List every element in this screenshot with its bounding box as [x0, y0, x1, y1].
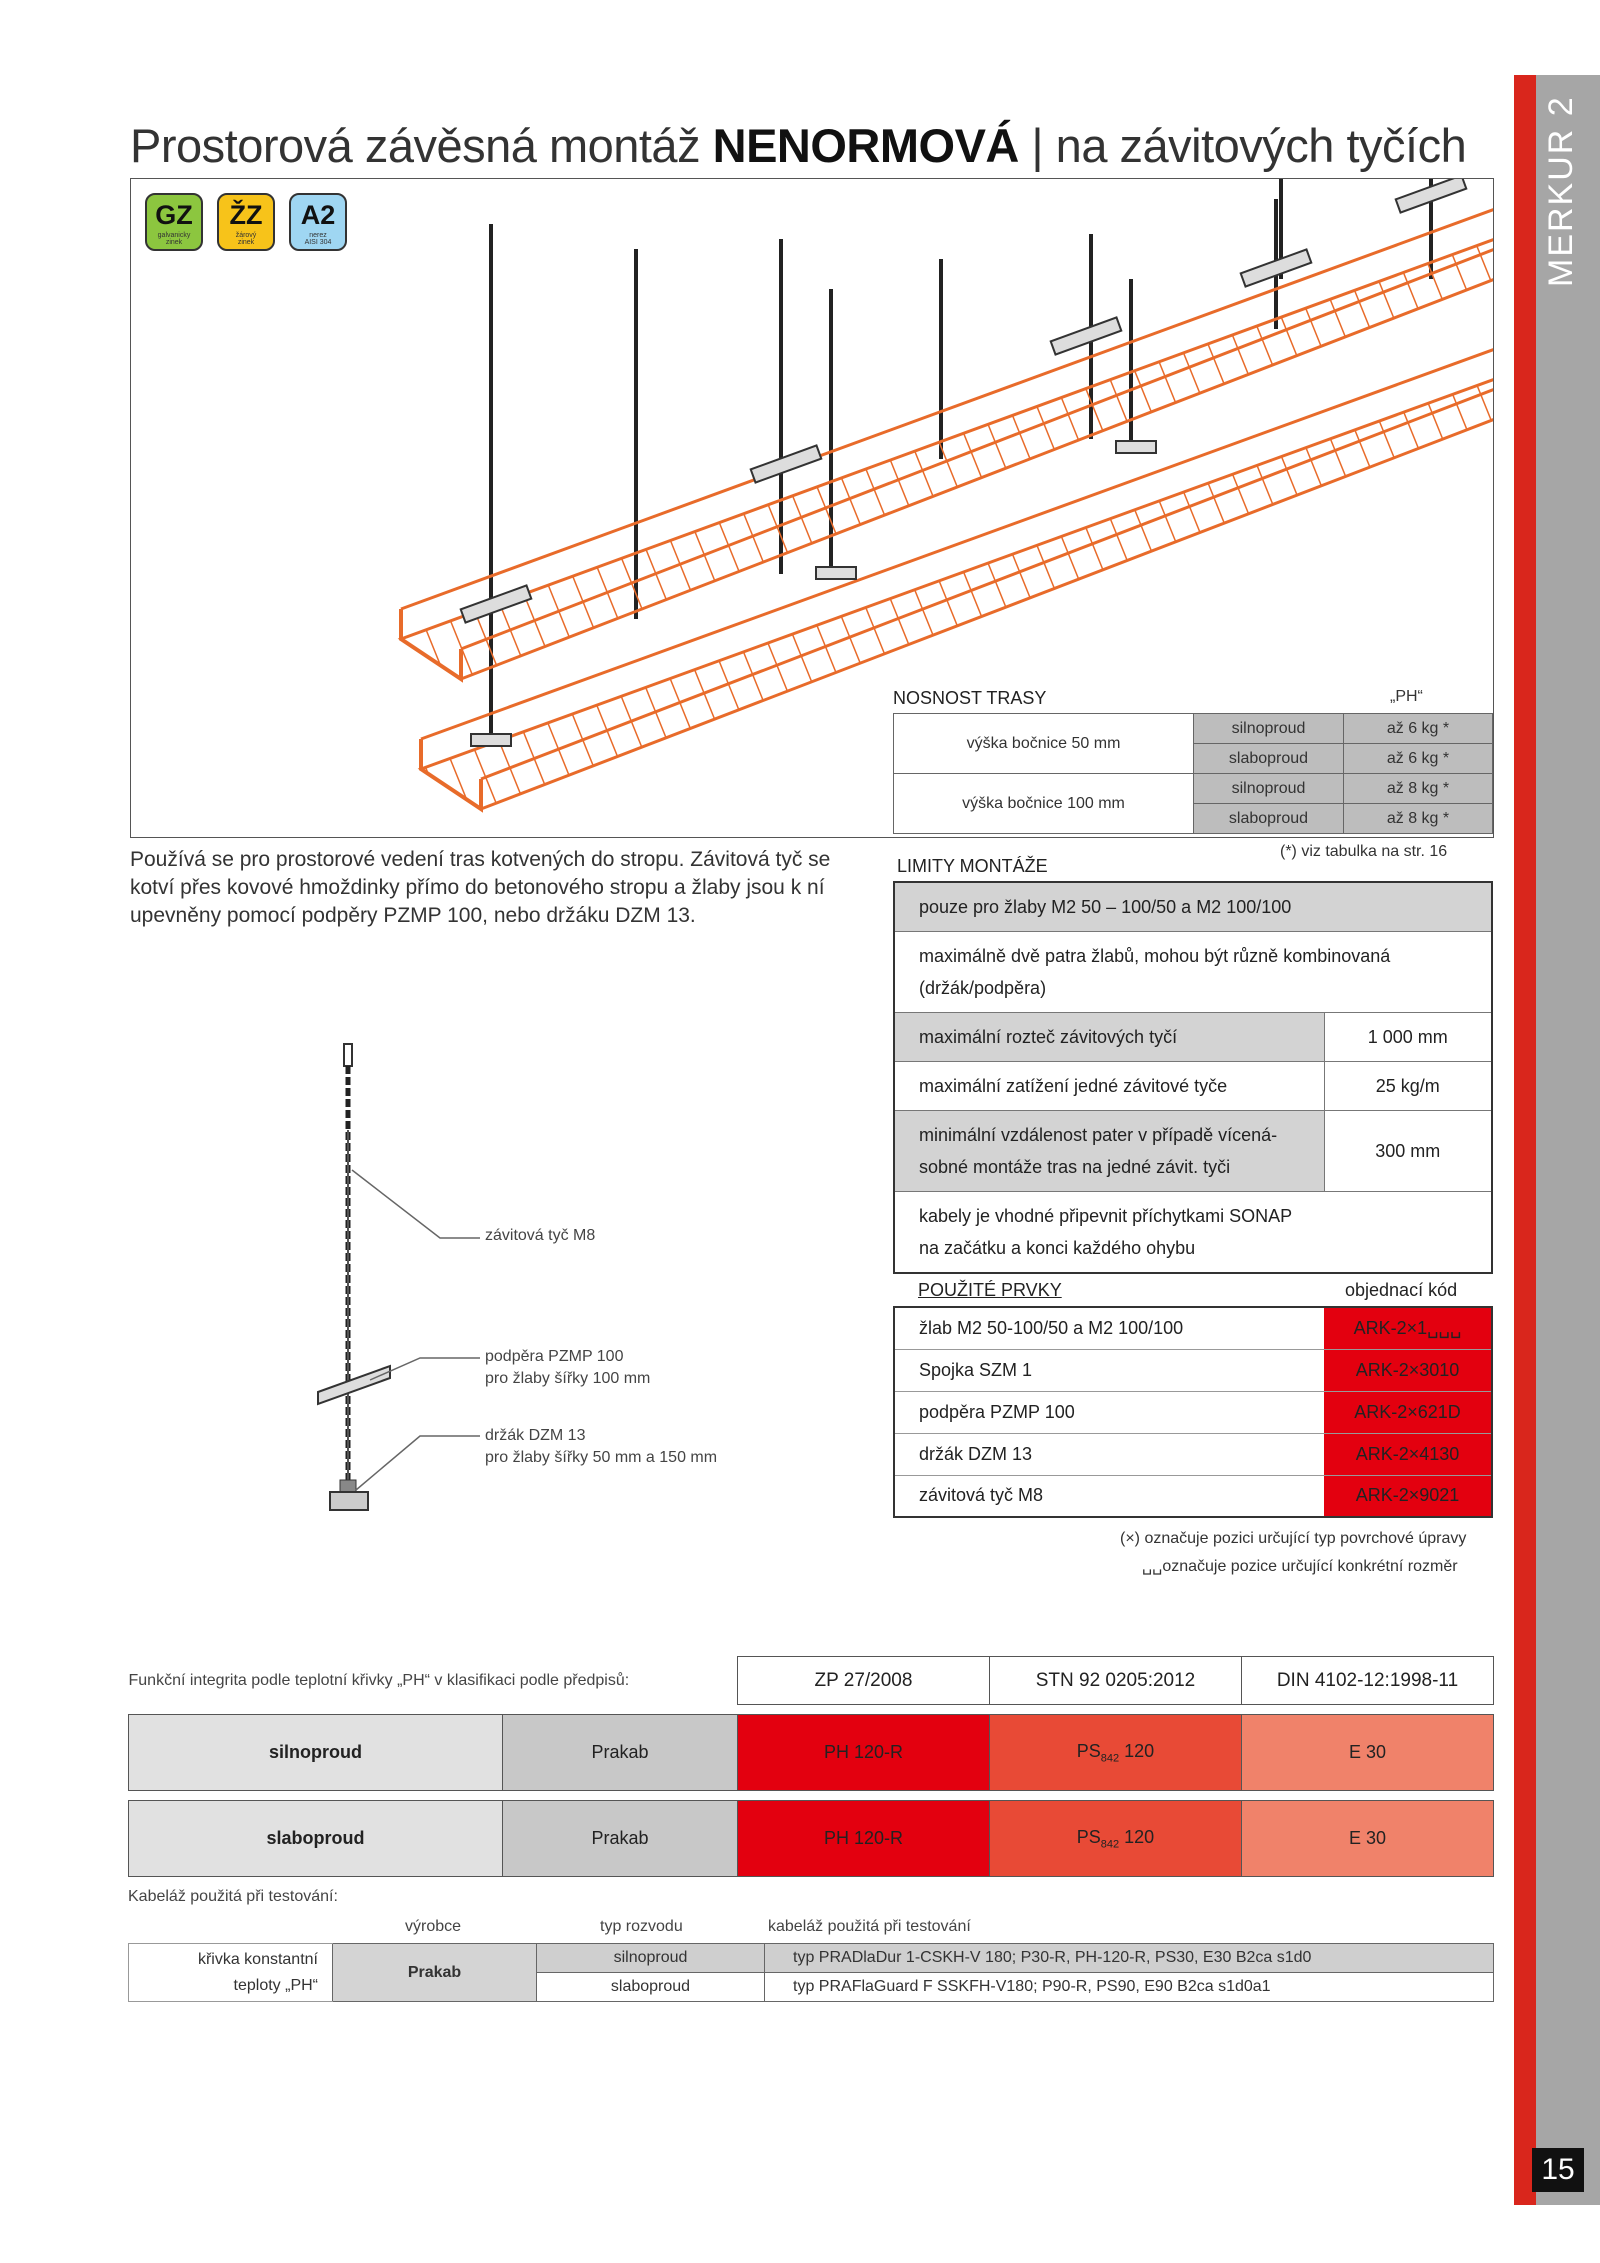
fi-type: slaboproud — [129, 1801, 503, 1877]
table-row — [894, 774, 1493, 804]
callout-line: držák DZM 13 — [485, 1427, 586, 1444]
fi-header: ZP 27/2008 — [738, 1657, 990, 1705]
part-name: žlab M2 50-100/50 a M2 100/100 — [894, 1307, 1324, 1349]
badge-sub: žárový — [235, 232, 257, 239]
curve-line: křivka konstantní — [197, 1950, 318, 1968]
fi-stn — [990, 1715, 1242, 1791]
limit-value: 300 mm — [1324, 1111, 1492, 1192]
height-label: výška bočnice 100 mm — [894, 774, 1194, 834]
table-row — [894, 1475, 1492, 1517]
load-table-note: (*) viz tabulka na str. 16 — [1280, 843, 1448, 860]
fi-maker: Prakab — [503, 1715, 738, 1791]
title-bold: NENORMOVÁ — [712, 119, 1019, 172]
limit-value: 25 kg/m — [1324, 1062, 1492, 1111]
part-name: závitová tyč M8 — [919, 1485, 1044, 1506]
spacer — [129, 1705, 1494, 1715]
spacer-cell — [129, 1791, 1494, 1801]
callout-line: pro žlaby šířky 50 mm a 150 mm — [485, 1449, 718, 1466]
table-header — [129, 1657, 1494, 1705]
limit-text — [894, 932, 1492, 1013]
curve-label — [129, 1944, 333, 2002]
fi-header: DIN 4102-12:1998-11 — [1242, 1657, 1494, 1705]
cable-maker: Prakab — [333, 1944, 537, 2002]
table-row — [129, 1715, 1494, 1791]
fi-type: silnoproud — [129, 1715, 503, 1791]
title-rest: | na závitových tyčích — [1018, 119, 1467, 172]
parts-code-title: objednací kód — [1345, 1280, 1458, 1300]
order-code: ARK-2×1␣␣␣ — [1324, 1307, 1492, 1349]
badge-sub: galvanicky — [157, 232, 191, 239]
spacer — [129, 1791, 1494, 1801]
order-code: ARK-2×621D — [1324, 1391, 1492, 1433]
fi-stn-sub: 842 — [1100, 1752, 1120, 1765]
cable-type: slaboproud — [537, 1973, 765, 2002]
page-title — [130, 118, 1466, 173]
part-name: držák DZM 13 — [894, 1433, 1324, 1475]
limit-label: maximální rozteč závitových tyčí — [894, 1013, 1324, 1062]
table-row — [894, 1307, 1492, 1349]
table-row — [894, 714, 1493, 744]
badge-sub: nerez — [309, 232, 327, 239]
callout-line: podpěra PZMP 100 — [485, 1348, 624, 1365]
height-label: výška bočnice 50 mm — [894, 714, 1194, 774]
table-row — [129, 1801, 1494, 1877]
part-name: Spojka SZM 1 — [894, 1349, 1324, 1391]
fi-zp: PH 120-R — [738, 1801, 990, 1877]
badge-code: ŽZ — [229, 200, 263, 230]
limit-line: sobné montáže tras na jedné závit. tyči — [919, 1157, 1231, 1177]
parts-title: POUŽITÉ PRVKY — [918, 1280, 1062, 1300]
table-row — [894, 1062, 1492, 1111]
limit-line: (držák/podpěra) — [919, 978, 1047, 998]
fi-stn-a: PS — [1076, 1740, 1101, 1761]
page-number: 15 — [1532, 2148, 1584, 2192]
line-type: slaboproud — [1194, 744, 1344, 774]
fi-label: Funkční integrita podle teplotní křivky „PH“ v klasifikaci podle předpisů: — [128, 1671, 630, 1689]
limit-value: 1 000 mm — [1324, 1013, 1492, 1062]
load-table-title: NOSNOST TRASY — [893, 688, 1047, 708]
load-table — [893, 713, 1493, 834]
limit-label: maximální zatížení jedné závitové tyče — [894, 1062, 1324, 1111]
order-code: ARK-2×9021 — [1324, 1475, 1492, 1517]
fi-maker: Prakab — [503, 1801, 738, 1877]
limit-text — [894, 1192, 1492, 1274]
description: Používá se pro prostorové vedení tras kotvených do stropu. Závitová tyč se kotví přes kovové hmoždinky přímo do betonového stropu a žlaby jsou k ní upevněny pomocí podpěry PZMP 100, nebo držáku DZM 13. — [130, 848, 831, 927]
badge-code: GZ — [155, 200, 193, 230]
line-type: silnoproud — [1194, 714, 1344, 744]
fi-stn-a: PS — [1076, 1826, 1101, 1847]
curve-line: teploty „PH“ — [233, 1976, 318, 1994]
cable-spec: typ PRADlaDur 1-CSKH-V 180; P30-R, PH-120-R, PS30, E30 B2ca s1d0 — [765, 1944, 1494, 1973]
spacer-cell — [129, 1705, 1494, 1715]
callout-rod: závitová tyč M8 — [485, 1227, 596, 1244]
table-row — [894, 932, 1492, 1013]
load-value: až 6 kg * — [1344, 744, 1493, 774]
limits-table — [893, 881, 1493, 1274]
fi-din: E 30 — [1242, 1715, 1494, 1791]
table-row — [894, 882, 1492, 932]
table-row — [129, 1944, 1494, 1973]
table-row — [894, 1433, 1492, 1475]
line-type: slaboproud — [1194, 804, 1344, 834]
fi-zp: PH 120-R — [738, 1715, 990, 1791]
cable-spec: typ PRAFlaGuard F SSKFH-V180; P90-R, PS90, E90 B2ca s1d0a1 — [765, 1973, 1494, 2002]
parts-note: (×) označuje pozici určující typ povrchové úpravy — [1120, 1530, 1467, 1547]
limit-line: maximálně dvě patra žlabů, mohou být různě kombinovaná — [919, 946, 1391, 966]
table-row — [894, 1192, 1492, 1274]
fi-din: E 30 — [1242, 1801, 1494, 1877]
callout-holder — [485, 1425, 717, 1469]
order-code: ARK-2×4130 — [1324, 1433, 1492, 1475]
load-value: až 8 kg * — [1344, 804, 1493, 834]
badge-sub: zinek — [165, 239, 183, 246]
cable-type: silnoproud — [537, 1944, 765, 1973]
cabling-table — [128, 1943, 1494, 2002]
load-value: až 6 kg * — [1344, 714, 1493, 744]
fi-header: STN 92 0205:2012 — [990, 1657, 1242, 1705]
title-light: Prostorová závěsná montáž — [130, 119, 713, 172]
limit-line: minimální vzdálenost pater v případě vícená- — [919, 1125, 1278, 1145]
table-row — [894, 1013, 1492, 1062]
fi-stn — [990, 1801, 1242, 1877]
cabling-label: Kabeláž použitá při testování: — [128, 1888, 338, 1905]
badge-sub: AISI 304 — [304, 239, 332, 246]
cabling-head-maker: výrobce — [405, 1918, 462, 1935]
limit-text: pouze pro žlaby M2 50 – 100/50 a M2 100/100 — [894, 882, 1492, 932]
limit-line: kabely je vhodné připevnit příchytkami SONAP — [919, 1206, 1293, 1226]
fi-stn-b: 120 — [1119, 1826, 1155, 1847]
load-value: až 8 kg * — [1344, 774, 1493, 804]
side-strip — [1514, 75, 1600, 2205]
callout-support — [485, 1346, 650, 1390]
part-name: podpěra PZMP 100 — [894, 1391, 1324, 1433]
table-row — [894, 1349, 1492, 1391]
callout-line: pro žlaby šířky 100 mm — [485, 1370, 651, 1387]
fi-stn-sub: 842 — [1100, 1838, 1120, 1851]
table-row — [894, 1391, 1492, 1433]
fi-stn-b: 120 — [1119, 1740, 1155, 1761]
limit-line: na začátku a konci každého ohybu — [919, 1238, 1196, 1258]
limit-label — [894, 1111, 1324, 1192]
order-code: ARK-2×3010 — [1324, 1349, 1492, 1391]
parts-note: ␣␣označuje pozice určující konkrétní rozměr — [1142, 1558, 1458, 1575]
table-row — [894, 1111, 1492, 1192]
badge-sub: zinek — [237, 239, 255, 246]
cabling-head-cable: kabeláž použitá při testování — [768, 1918, 971, 1935]
fire-integrity-table — [128, 1656, 1494, 1877]
section-label: MERKUR 2 — [1542, 95, 1580, 287]
rod-drawing — [300, 1040, 500, 1530]
limits-title: LIMITY MONTÁŽE — [897, 856, 1048, 876]
parts-table — [893, 1306, 1493, 1518]
badge-code: A2 — [300, 200, 336, 230]
load-table-col: „PH“ — [1390, 688, 1423, 705]
line-type: silnoproud — [1194, 774, 1344, 804]
cabling-head-type: typ rozvodu — [600, 1918, 683, 1935]
